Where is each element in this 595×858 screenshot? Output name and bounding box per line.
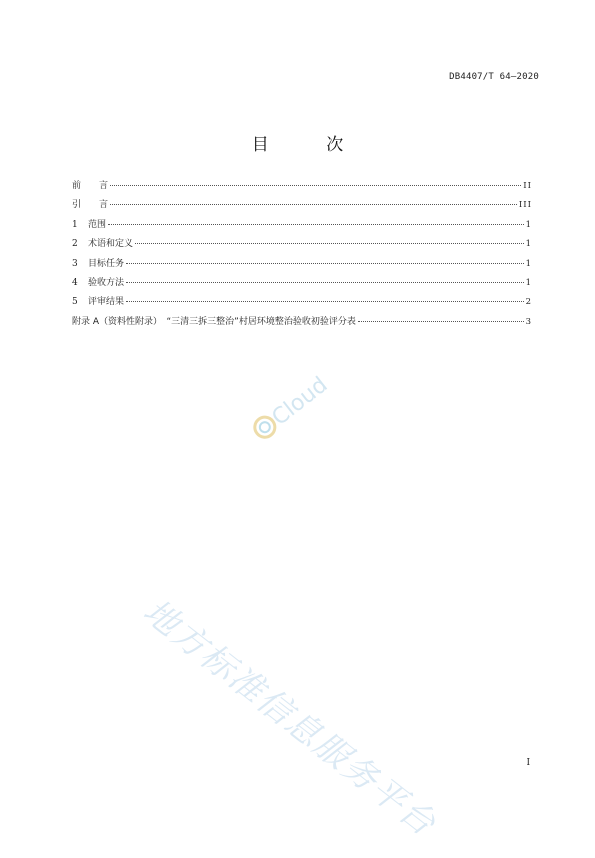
toc-entry-page: 2 xyxy=(525,297,532,308)
toc-entry-label: 评审结果 xyxy=(88,297,125,308)
toc-entry-number: 2 xyxy=(72,239,78,250)
toc-entry-label: 附录 A（资料性附录） “三清三拆三整治”村居环境整治验收初验评分表 xyxy=(72,316,356,327)
toc-entry-appendix-a[interactable] xyxy=(72,314,532,333)
toc-entry-foreword[interactable] xyxy=(72,178,532,197)
dot-leader xyxy=(126,282,524,283)
toc-entry-introduction[interactable] xyxy=(72,197,532,216)
dot-leader xyxy=(108,224,524,225)
watermark-text: 地方标准信息服务平台 xyxy=(135,591,444,845)
toc-entry-terms[interactable] xyxy=(72,236,532,255)
toc-entry-label: 目标任务 xyxy=(88,258,125,269)
watermark-logo xyxy=(242,362,368,488)
toc-entry-number: 5 xyxy=(72,297,78,308)
toc-entry-page: 1 xyxy=(525,219,532,230)
toc-entry-page: 1 xyxy=(525,258,532,269)
toc-entry-page: 3 xyxy=(525,316,532,327)
dot-leader xyxy=(358,321,524,322)
toc-entry-label: 术语和定义 xyxy=(88,239,134,250)
toc-title: 目 次 xyxy=(251,135,370,155)
toc-entry-page: 1 xyxy=(525,239,532,250)
dot-leader xyxy=(110,185,521,186)
toc-entry-label: 验收方法 xyxy=(88,277,125,288)
toc-entry-results[interactable] xyxy=(72,294,532,313)
toc-entry-page: II xyxy=(523,181,532,191)
dot-leader xyxy=(126,301,524,302)
toc-entry-targets[interactable] xyxy=(72,256,532,275)
toc-entry-methods[interactable] xyxy=(72,275,532,294)
toc-entry-number: 3 xyxy=(72,258,78,269)
table-of-contents xyxy=(72,178,532,333)
page-number: I xyxy=(526,758,530,768)
toc-entry-number: 4 xyxy=(72,277,78,288)
watermark-logo-text: Cloud xyxy=(267,372,333,431)
cloud-logo-icon xyxy=(242,362,338,449)
toc-entry-page: III xyxy=(518,200,532,211)
dot-leader xyxy=(110,204,517,205)
toc-entry-page: 1 xyxy=(525,277,532,288)
dot-leader xyxy=(126,263,524,264)
toc-entry-number: 1 xyxy=(72,219,78,230)
dot-leader xyxy=(135,243,524,244)
toc-entry-scope[interactable] xyxy=(72,217,532,236)
document-code: DB4407/T 64—2020 xyxy=(449,72,539,82)
toc-entry-label: 前 言 xyxy=(72,181,109,191)
toc-entry-label: 引 言 xyxy=(72,200,109,211)
toc-entry-label: 范围 xyxy=(88,219,107,230)
